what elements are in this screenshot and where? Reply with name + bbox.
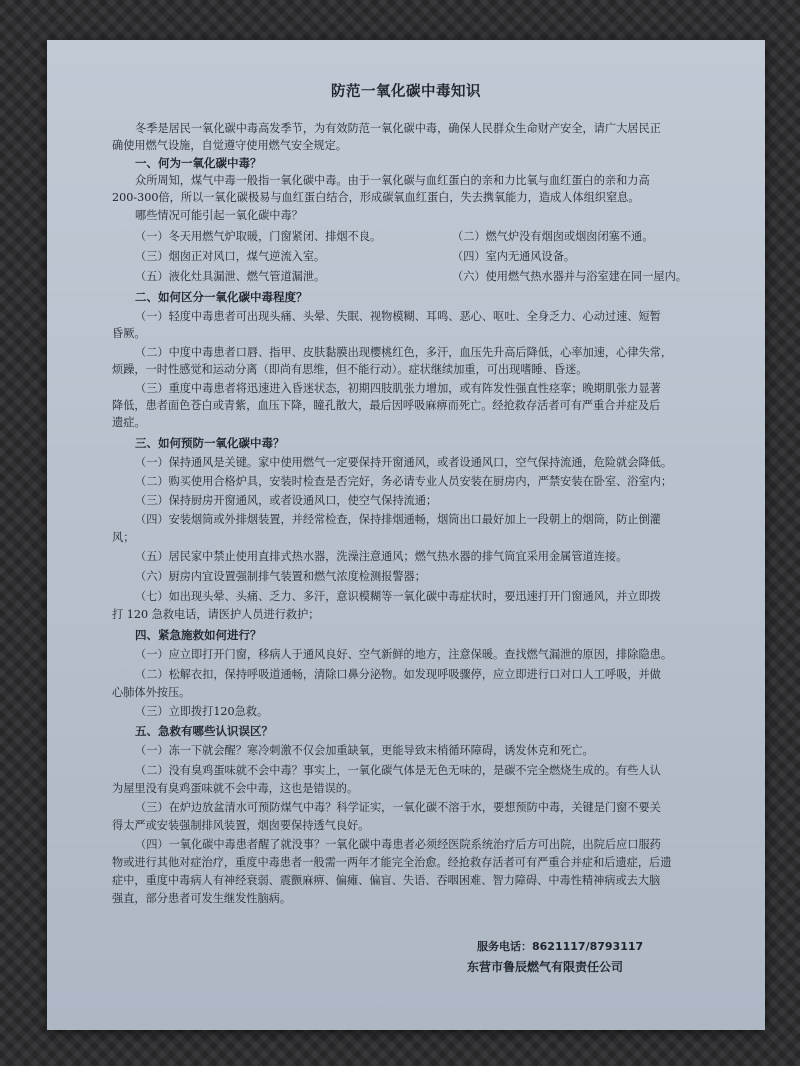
section-heading: 三、如何预防一氧化碳中毒？ (135, 436, 285, 450)
list-item: （一）冬天用燃气炉取暖，门窗紧闭、排烟不良。 (135, 230, 382, 243)
body-line: 物或进行其他对症治疗，重度中毒患者一般需一两年才能完全治愈。经抢救存活者可有严重合并症和后遗症，后遗 (112, 856, 672, 869)
list-item: （四）室内无通风设备。 (452, 250, 576, 263)
list-item: （二）燃气炉没有烟囱或烟囱闭塞不通。 (452, 230, 654, 243)
section-heading: 四、紧急施救如何进行？ (135, 628, 262, 642)
body-line: （五）居民家中禁止使用直排式热水器，洗澡注意通风；燃气热水器的排气筒宜采用金属管道连接。 (135, 550, 628, 563)
body-line: 风； (112, 531, 135, 544)
body-line: 强直，部分患者可发生继发性脑病。 (112, 892, 292, 905)
company-name: 东营市鲁辰燃气有限责任公司 (467, 960, 624, 974)
body-line: （三）在炉边放盆清水可预防煤气中毒？科学证实，一氧化碳不溶于水，要想预防中毒，关键是门窗不要关 (135, 801, 661, 814)
body-line: 降低，患者面色苍白或青紫，血压下降，瞳孔散大，最后因呼吸麻痹而死亡。经抢救存活者可有严重合并症及后 (112, 399, 661, 412)
body-line: （一）轻度中毒患者可出现头痛、头晕、失眠、视物模糊、耳鸣、恶心、呕吐、全身乏力、心动过速、短暂 (135, 310, 661, 323)
body-line: （七）如出现头晕、头痛、乏力、多汗，意识模糊等一氧化碳中毒症状时，要迅速打开门窗通风，并立即拨 (135, 590, 661, 603)
body-line: （二）没有臭鸡蛋味就不会中毒？事实上，一氧化碳气体是无色无味的，是碳不完全燃烧生成的。有些人认 (135, 764, 661, 777)
notice-paper (47, 40, 765, 1030)
section-heading: 五、急救有哪些认识误区？ (135, 724, 273, 738)
list-item: （三）烟囱正对风口，煤气逆流入室。 (135, 250, 326, 263)
body-line: （二）松解衣扣，保持呼吸道通畅，清除口鼻分泌物。如发现呼吸骤停，应立即进行口对口人工呼吸，并做 (135, 668, 661, 681)
body-line: （三）立即拨打120急救。 (135, 705, 269, 718)
service-phone: 服务电话：8621117/8793117 (477, 940, 644, 953)
section-heading: 一、何为一氧化碳中毒？ (135, 156, 262, 170)
body-line: 哪些情况可能引起一氧化碳中毒？ (135, 209, 303, 222)
body-line: 打 120 急救电话，请医护人员进行救护； (112, 608, 320, 621)
body-line: （四）一氧化碳中毒患者醒了就没事？一氧化碳中毒患者必须经医院系统治疗后方可出院，出院后应口服药 (135, 838, 661, 851)
body-line: 众所周知，煤气中毒一般指一氧化碳中毒。由于一氧化碳与血红蛋白的亲和力比氧与血红蛋白的亲和力高 (135, 174, 650, 187)
body-line: （一）保持通风是关键。家中使用燃气一定要保持开窗通风，或者设通风口，空气保持流通，危险就会降低。 (135, 456, 673, 469)
body-line: （一）应立即打开门窗，移病人于通风良好、空气新鲜的地方，注意保暖。查找燃气漏泄的原因，排除隐患。 (135, 648, 673, 661)
body-line: 遗症。 (112, 416, 146, 429)
body-line: （二）中度中毒患者口唇、指甲、皮肤黏膜出现樱桃红色，多汗，血压先升高后降低，心率加速，心律失常， (135, 346, 673, 359)
body-line: （三）重度中毒患者将迅速进入昏迷状态，初期四肢肌张力增加，或有阵发性强直性痉挛；晚期肌张力显著 (135, 382, 661, 395)
body-line: 烦躁，一时性感觉和运动分离（即尚有思维，但不能行动）。症状继续加重，可出现嗜睡、昏迷。 (112, 363, 588, 376)
body-line: （一）冻一下就会醒？寒冷刺激不仅会加重缺氧，更能导致末梢循环障碍，诱发休克和死亡。 (135, 744, 594, 757)
section-heading: 二、如何区分一氧化碳中毒程度？ (135, 290, 308, 304)
body-line: （三）保持厨房开窗通风，或者设通风口，使空气保持流通； (135, 494, 438, 507)
body-line: 为屋里没有臭鸡蛋味就不会中毒，这也是错误的。 (112, 782, 359, 795)
body-line: 昏厥。 (112, 327, 146, 340)
body-line: （四）安装烟筒或外排烟装置，并经常检查，保持排烟通畅，烟筒出口最好加上一段朝上的烟筒，防止倒灌 (135, 513, 661, 526)
body-line: 200-300倍，所以一氧化碳极易与血红蛋白结合，形成碳氧血红蛋白，失去携氧能力，造成人体组织窒息。 (112, 191, 640, 204)
intro-line: 冬季是居民一氧化碳中毒高发季节，为有效防范一氧化碳中毒，确保人民群众生命财产安全，请广大居民正 (135, 122, 661, 135)
list-item: （六）使用燃气热水器并与浴室建在同一屋内。 (452, 270, 687, 283)
body-line: （六）厨房内宜设置强制排气装置和燃气浓度检测报警器； (135, 570, 426, 583)
body-line: 得太严或安装强制排风装置，烟囱要保持透气良好。 (112, 819, 370, 832)
body-line: （二）购买使用合格炉具，安装时检查是否完好，务必请专业人员安装在厨房内，严禁安装在卧室、浴室内； (135, 475, 673, 488)
page-title: 防范一氧化碳中毒知识 (331, 84, 481, 100)
body-line: 心肺体外按压。 (112, 686, 191, 699)
intro-line: 确使用燃气设施，自觉遵守使用燃气安全规定。 (112, 139, 347, 152)
body-line: 症中，重度中毒病人有神经衰弱、震颤麻痹、偏瘫、偏盲、失语、吞咽困难、智力障碍、中毒性精神病或去大脑 (112, 874, 661, 887)
list-item: （五）液化灶具漏泄、燃气管道漏泄。 (135, 270, 326, 283)
